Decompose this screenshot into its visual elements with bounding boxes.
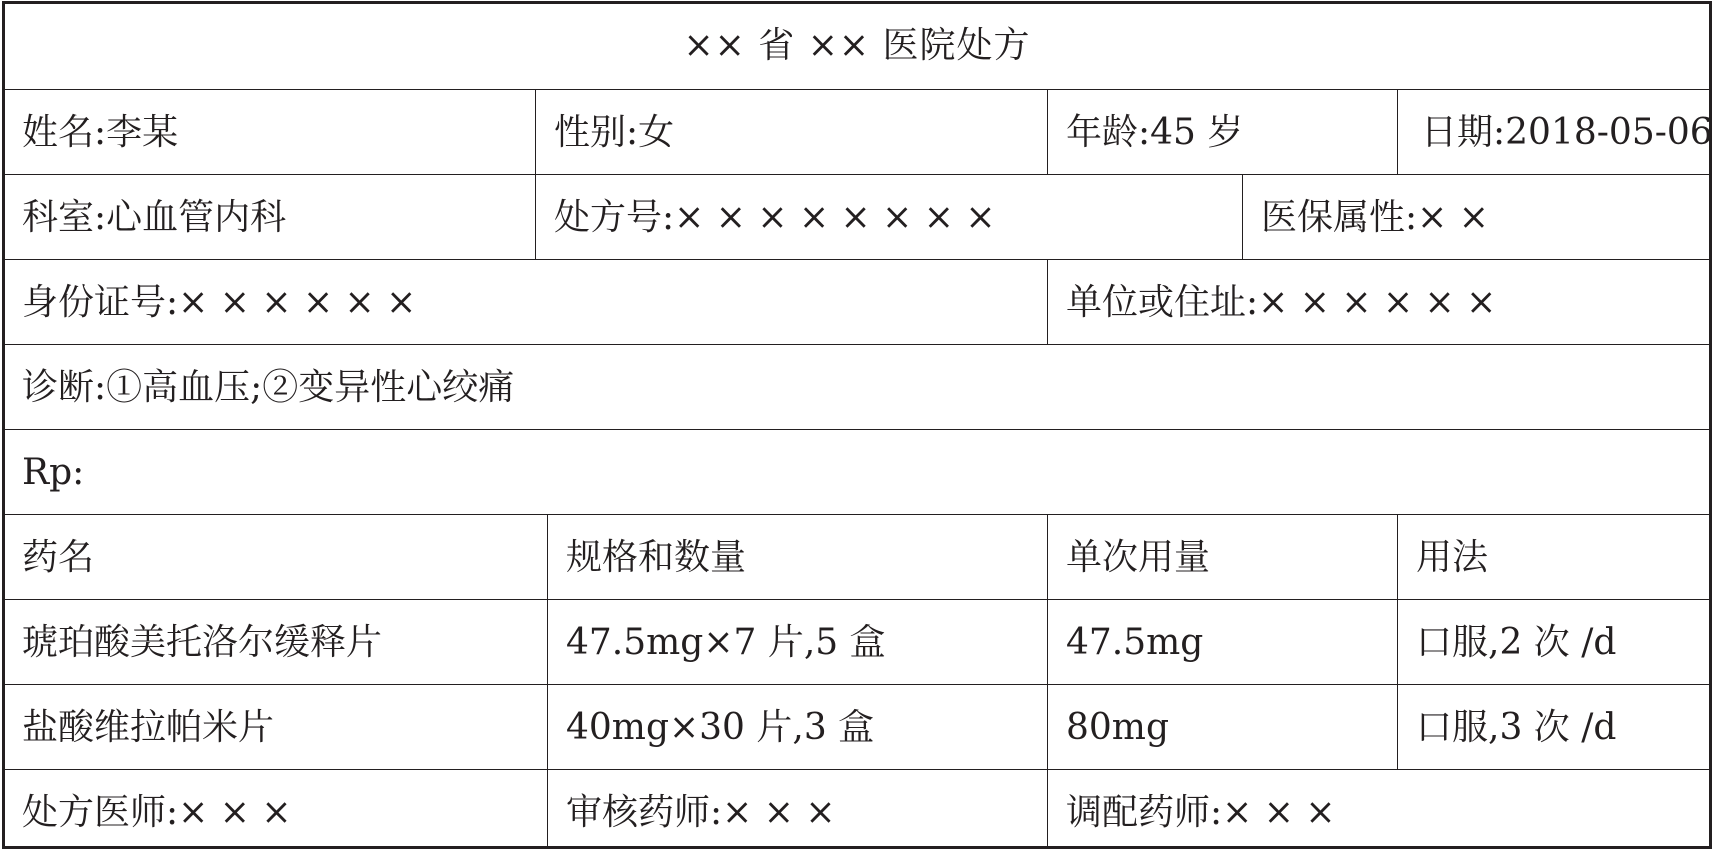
patient-age: 年龄:45 岁 xyxy=(1066,111,1244,153)
row-divider xyxy=(5,174,1709,175)
table-cell-usage: 口服,3 次 /d xyxy=(1416,706,1617,748)
patient-name: 姓名:李某 xyxy=(22,111,179,153)
row-divider xyxy=(5,769,1709,770)
row-divider xyxy=(5,429,1709,430)
id-number: 身份证号:× × × × × × xyxy=(22,281,417,323)
form-title: ×× 省 ×× 医院处方 xyxy=(683,24,1031,66)
column-divider xyxy=(1397,89,1398,174)
header-drug-name: 药名 xyxy=(22,536,95,578)
reviewing-pharmacist: 审核药师:× × × xyxy=(566,791,836,833)
header-single-dose: 单次用量 xyxy=(1066,536,1211,578)
column-divider xyxy=(1397,514,1398,769)
column-divider xyxy=(1242,174,1243,259)
column-divider xyxy=(535,89,536,259)
diagnosis: 诊断:①高血压;②变异性心绞痛 xyxy=(22,366,515,408)
prescription-form xyxy=(2,1,1712,849)
row-divider xyxy=(5,684,1709,685)
prescription-number: 处方号:× × × × × × × × xyxy=(554,196,996,238)
row-divider xyxy=(5,259,1709,260)
table-cell-spec: 47.5mg×7 片,5 盒 xyxy=(566,621,886,663)
table-cell-drug: 琥珀酸美托洛尔缓释片 xyxy=(22,621,383,663)
table-cell-drug: 盐酸维拉帕米片 xyxy=(22,706,275,748)
patient-gender: 性别:女 xyxy=(554,111,675,153)
table-cell-usage: 口服,2 次 /d xyxy=(1416,621,1617,663)
column-divider xyxy=(1047,514,1048,849)
insurance-type: 医保属性:× × xyxy=(1261,196,1489,238)
column-divider xyxy=(1047,259,1048,344)
row-divider xyxy=(5,514,1709,515)
column-divider xyxy=(1047,89,1048,174)
department: 科室:心血管内科 xyxy=(22,196,287,238)
prescribing-doctor: 处方医师:× × × xyxy=(22,791,292,833)
prescription-date: 日期:2018-05-06 xyxy=(1421,111,1713,153)
address: 单位或住址:× × × × × × xyxy=(1066,281,1497,323)
row-divider xyxy=(5,89,1709,90)
table-cell-dose: 47.5mg xyxy=(1066,621,1204,663)
row-divider xyxy=(5,599,1709,600)
dispensing-pharmacist: 调配药师:× × × xyxy=(1066,791,1336,833)
rp-label: Rp: xyxy=(22,451,85,493)
header-spec-quantity: 规格和数量 xyxy=(566,536,747,578)
header-usage: 用法 xyxy=(1416,536,1489,578)
table-cell-dose: 80mg xyxy=(1066,706,1169,748)
column-divider xyxy=(547,514,548,849)
row-divider xyxy=(5,344,1709,345)
table-cell-spec: 40mg×30 片,3 盒 xyxy=(566,706,875,748)
